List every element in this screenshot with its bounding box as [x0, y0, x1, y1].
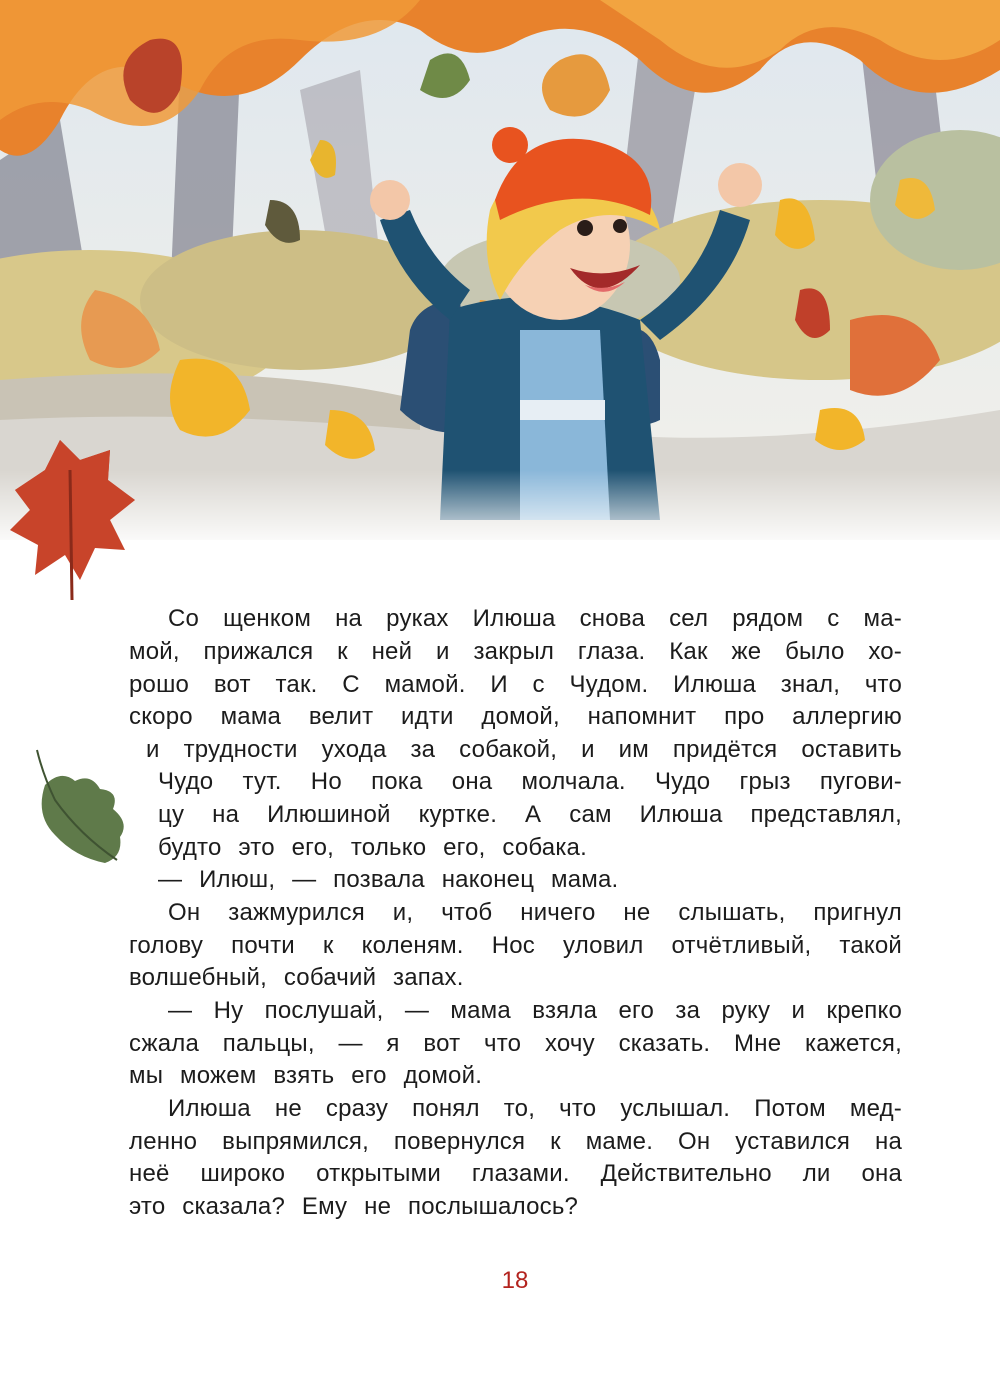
- text-line: волшебный, собачий запах.: [129, 964, 464, 991]
- text-line: мы можем взять его домой.: [129, 1062, 483, 1089]
- text-line: Со щенком на руках Илюша снова сел рядом с ма-: [168, 605, 902, 632]
- text-line: и трудности ухода за собакой, и им придётся оставить: [146, 736, 902, 763]
- text-line: голову почти к коленям. Нос уловил отчётливый, такой: [129, 932, 902, 959]
- text-line: цу на Илюшиной куртке. А сам Илюша представлял,: [158, 801, 902, 828]
- text-line: — Ну послушай, — мама взяла его за руку и крепко: [168, 997, 902, 1024]
- text-line: сжала пальцы, — я вот что хочу сказать. Мне кажется,: [129, 1030, 902, 1057]
- text-line: будто это его, только его, собака.: [158, 834, 587, 861]
- page-number: 18: [501, 1267, 529, 1294]
- text-line: неё широко открытыми глазами. Действительно ли она: [129, 1160, 902, 1187]
- text-line: ленно выпрямился, повернулся к маме. Он уставился на: [129, 1128, 902, 1155]
- text-line: это сказала? Ему не послышалось?: [129, 1193, 579, 1220]
- text-line: мой, прижался к ней и закрыл глаза. Как же было хо-: [129, 638, 902, 665]
- text-line: Чудо тут. Но пока она молчала. Чудо грыз пугови-: [158, 768, 902, 795]
- text-line: скоро мама велит идти домой, напомнит про аллергию: [129, 703, 902, 730]
- text-line: рошо вот так. С мамой. И с Чудом. Илюша знал, что: [129, 671, 902, 698]
- text-line: — Илюш, — позвала наконец мама.: [158, 866, 619, 893]
- text-line: Он зажмурился и, чтоб ничего не слышать, пригнул: [168, 899, 902, 926]
- text-line: Илюша не сразу понял то, что услышал. Потом мед-: [168, 1095, 902, 1122]
